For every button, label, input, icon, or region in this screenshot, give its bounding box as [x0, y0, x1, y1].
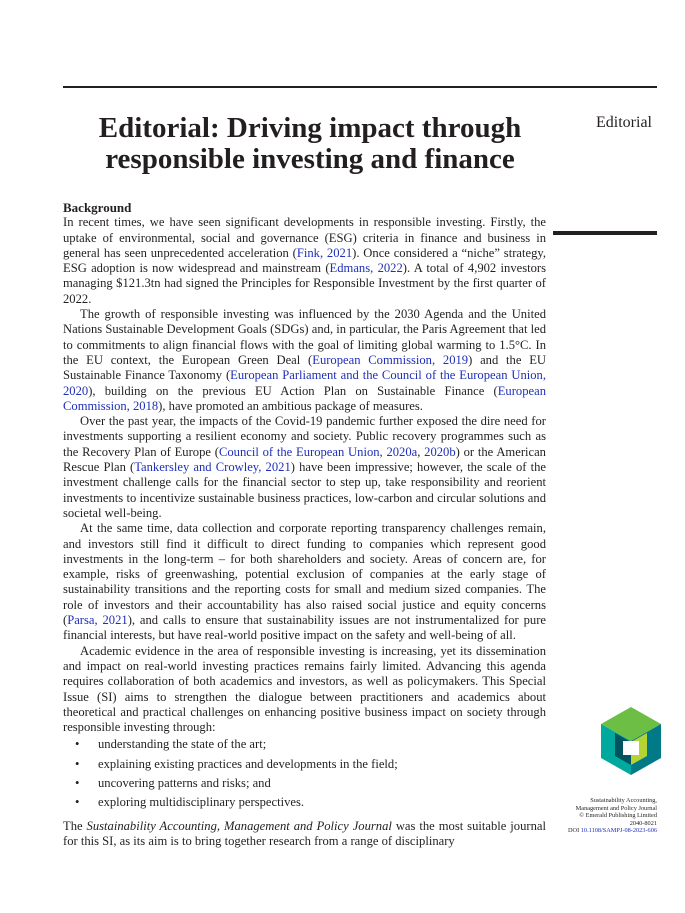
journal-info	[555, 797, 657, 835]
journal-name-line-1: Sustainability Accounting,	[590, 797, 657, 804]
citation-link[interactable]: Council of the European Union, 2020a	[218, 444, 418, 459]
paragraph-3: Over the past year, the impacts of the Covid-19 pandemic further exposed the dire need for investments supporting a resilient economy and society. Public recovery programmes such as the Recovery Plan of Europe (Council of the European Union, 2020a, 2020b) or the American Rescue Plan (Tankersley and Crowley, 2021) have been impressive; however, the scale of the investment challenge calls for the financial sector to step up, take responsibility and reorient investments to incentivize sustainable business practices, low-carbon and circular solutions and societal well-being.	[63, 414, 546, 520]
list-item: • uncovering patterns and risks; and	[63, 774, 546, 793]
list-item: • understanding the state of the art;	[63, 735, 546, 754]
paragraph-1: In recent times, we have seen significant developments in responsible investing. Firstly, the uptake of environmental, social and governance (ESG) criteria in finance and business in general has seen unprecedented acceleration (Fink, 2021). Once considered a “niche” strategy, ESG adoption is now widespread and mainstream (Edmans, 2022). A total of 4,902 investors managing $121.3tn had signed the Principles for Responsible Investment by the first quarter of 2022.	[63, 215, 547, 306]
header-rule	[63, 86, 657, 88]
bullet-icon: •	[75, 756, 80, 771]
paragraph-4: At the same time, data collection and corporate reporting transparency challenges remain, and investors still find it difficult to direct funding to companies which represent good investments in the long-term – for both shareholders and society. Areas of concern are, for example, risks of greenwashing, potential exclusion of companies at the early stage of sustainability transitions and the reporting costs for small and medium sized companies. The role of investors and their accountability has also raised social justice and equity concerns (Parsa, 2021), and calls to ensure that sustainability issues are not instrumentalized for pure financial interests, but have real-world positive impact on the safety and well-being of all.	[63, 521, 546, 643]
citation-link[interactable]: Parsa, 2021	[67, 613, 128, 628]
citation-link[interactable]: Edmans, 2022	[329, 261, 403, 276]
doi: DOI 10.1108/SAMPJ-08-2023-606	[568, 827, 657, 835]
list-item: • exploring multidisciplinary perspectives.	[63, 793, 546, 812]
section-label: Editorial	[596, 114, 652, 131]
citation-link[interactable]: Fink, 2021	[296, 245, 353, 260]
citation-link[interactable]: Tankersley and Crowley, 2021	[134, 460, 291, 475]
article-title	[70, 113, 550, 175]
section-heading: Background	[63, 200, 132, 215]
bullet-icon: •	[75, 775, 80, 790]
paragraph-2: The growth of responsible investing was influenced by the 2030 Agenda and the United Nations Sustainable Development Goals (SDGs) and, in particular, the Paris Agreement that led to commitments to align financial flows with the goal of limiting global warming to 1.5°C. In the EU context, the European Green Deal (European Commission, 2019) and the EU Sustainable Finance Taxonomy (European Parliament and the Council of the European Union, 2020), building on the previous EU Action Plan on Sustainable Finance (European Commission, 2018), have promoted an ambitious package of measures.	[63, 307, 546, 413]
bullet-icon: •	[75, 737, 80, 752]
bullet-list	[63, 735, 546, 812]
title-line-1: Editorial: Driving impact through	[98, 112, 522, 144]
citation-link[interactable]: European Commission, 2019	[312, 352, 469, 367]
doi-link[interactable]: 10.1108/SAMPJ-08-2023-606	[580, 827, 657, 835]
citation-link[interactable]: 2020b	[424, 444, 456, 459]
title-line-2: responsible investing and finance	[105, 143, 515, 175]
margin-rule	[553, 231, 657, 235]
article-body	[63, 200, 546, 849]
bullet-icon: •	[75, 795, 80, 810]
citation-link[interactable]: European Parliament and the Council of the European Union, 2020	[63, 368, 546, 398]
emerald-publishing-logo-icon	[601, 707, 661, 775]
paragraph-6: The Sustainability Accounting, Management and Policy Journal was the most suitable journal for this SI, as its aim is to bring together research from a range of disciplinary	[63, 818, 546, 848]
citation-link[interactable]: European Commission, 2018	[63, 383, 546, 413]
issn: 2040-8021	[629, 819, 657, 827]
list-item: • explaining existing practices and developments in the field;	[63, 755, 546, 774]
journal-name-line-2: Management and Policy Journal	[575, 804, 657, 812]
copyright: © Emerald Publishing Limited	[579, 812, 657, 820]
paragraph-5: Academic evidence in the area of responsible investing is increasing, yet its dissemination and impact on real-world investing practices remains fairly limited. Advancing this agenda requires collaboration of both academics and investors, as well as policymakers. This Special Issue (SI) aims to strengthen the dialogue between practitioners and academics about theoretical and practical challenges on enhancing positive business impact on society through responsible investing through:	[63, 643, 546, 735]
